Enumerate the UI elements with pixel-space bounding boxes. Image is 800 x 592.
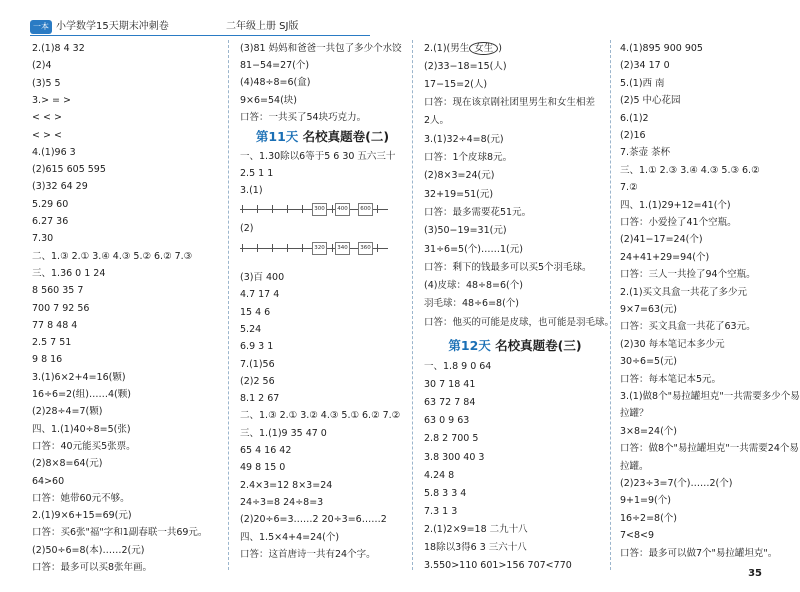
answer-line: 口答：这首唐诗一共有24个字。 xyxy=(240,548,376,560)
answer-line: 7.(1)56 xyxy=(240,358,275,370)
answer-line: (3)50−19=31(元) xyxy=(424,225,507,237)
answer-line: 羽毛球：48÷6=8(个) xyxy=(424,298,520,310)
answer-column-1 xyxy=(32,0,222,592)
answer-line: 口答：他买的可能是皮球，也可能是羽毛球。 xyxy=(424,316,615,328)
answer-line: 8.1 2 67 xyxy=(240,393,280,405)
answer-line: 2.(1)9×6+15=69(元) xyxy=(32,510,132,522)
section-day: 第11天 xyxy=(255,129,299,144)
answer-line: 口答：最多可以做7个"易拉罐坦克"。 xyxy=(620,547,778,559)
number-line-answer-box: 360 xyxy=(358,242,373,255)
answer-line: 30 7 18 41 xyxy=(424,379,476,391)
answer-line: 4.7 17 4 xyxy=(240,289,280,301)
answer-line: 8 560 35 7 xyxy=(32,285,84,297)
answer-line: (4)48÷8=6(盒) xyxy=(240,77,311,89)
answer-line: 一、1.30除以6等于5 6 30 五六三十 xyxy=(240,151,396,162)
answer-text: ) xyxy=(498,43,502,54)
number-line-tick xyxy=(257,205,258,213)
answer-line: 口答：最多可以买8张年画。 xyxy=(32,562,153,573)
answer-line: 9×6=54(块) xyxy=(240,94,298,106)
answer-line: 2.8 2 700 5 xyxy=(424,433,479,445)
answer-line: 6.(1)2 xyxy=(620,112,649,124)
answer-line: 口答：买6张"福"字和1副春联一共69元。 xyxy=(32,527,208,539)
answer-line: 2.4×3=12 8×3=24 xyxy=(240,479,333,491)
answer-line: (2)615 605 595 xyxy=(32,164,106,176)
series-title: 小学数学15天期末冲刺卷 xyxy=(56,21,169,32)
answer-line: 18除以3得6 3 三六十八 xyxy=(424,542,527,553)
answer-line: 5.8 3 3 4 xyxy=(424,487,467,499)
answer-line: 2.(1)2×9=18 二九十八 xyxy=(424,523,528,535)
answer-line: 口答：每本笔记本5元。 xyxy=(620,373,722,385)
number-line-tick xyxy=(242,205,243,213)
answer-line: 一、1.8 9 0 64 xyxy=(424,361,492,372)
answer-text: 2.(1)(男生 xyxy=(424,43,470,54)
number-line xyxy=(240,202,390,218)
answer-line: 3.(1) xyxy=(240,185,263,197)
answer-column-2 xyxy=(240,0,405,592)
answer-line: 24÷3=8 24÷8=3 xyxy=(240,496,324,508)
answer-line: 四、1.5×4+4=24(个) xyxy=(240,531,340,543)
answer-line: 四、1.(1)40÷8=5(张) xyxy=(32,423,131,435)
answer-line: 口答：现在该京剧社团里男生和女生相差 xyxy=(424,97,596,109)
number-line-answer-box: 300 xyxy=(312,203,327,216)
answer-line: < > < xyxy=(32,129,62,141)
number-line-answer-box: 600 xyxy=(358,203,373,216)
answer-line: 5.29 60 xyxy=(32,198,69,210)
answer-line: 拉罐？ xyxy=(620,408,649,420)
number-line-tick xyxy=(377,244,378,252)
answer-line: (3)32 64 29 xyxy=(32,181,88,193)
answer-line: 2人。 xyxy=(424,115,450,127)
section-title: 名校真题卷(二) xyxy=(302,129,390,144)
answer-line: 3.550>110 601>156 707<770 xyxy=(424,560,572,572)
number-line-tick xyxy=(302,244,303,252)
answer-line: 2.(1)买文具盒一共花了多少元 xyxy=(620,286,748,298)
number-line-tick xyxy=(272,244,273,252)
grade-label: 二年级上册 SJ版 xyxy=(226,21,299,32)
number-line-tick xyxy=(302,205,303,213)
answer-line: 4.24 8 xyxy=(424,469,455,481)
answer-line: 4.(1)96 3 xyxy=(32,146,76,158)
answer-line: 口答：买文具盒一共花了63元。 xyxy=(620,321,756,333)
answer-line: 口答：做8个"易拉罐坦克"一共需要24个易 xyxy=(620,443,799,455)
answer-line: 2.5 1 1 xyxy=(240,168,274,180)
answer-line: 3.(1)32÷4=8(元) xyxy=(424,133,504,145)
answer-line: 7.3 1 3 xyxy=(424,505,458,517)
answer-line: (3)百 400 xyxy=(240,272,285,283)
answer-line: 31÷6=5(个)……1(元) xyxy=(424,243,523,255)
answer-line: (2) xyxy=(240,223,254,234)
answer-line: 口答：1个皮球8元。 xyxy=(424,152,513,163)
answer-line: 6.9 3 1 xyxy=(240,341,274,353)
answer-line: 7.茶壶 茶杯 xyxy=(620,147,671,159)
answer-line: (3)81 妈妈和爸爸一共包了多少个水饺 xyxy=(240,43,402,54)
column-divider xyxy=(610,40,611,570)
number-line-answer-box: 400 xyxy=(335,203,350,216)
answer-line: 24+41+29=94(个) xyxy=(620,251,710,263)
answer-line: 2.5 7 51 xyxy=(32,337,72,349)
answer-line: 二、1.③ 2.① 3.④ 4.③ 5.② 6.② 7.③ xyxy=(32,250,193,262)
answer-line: (2)20÷6=3……2 20÷3=6……2 xyxy=(240,514,387,526)
answer-line: 三、1.(1)9 35 47 0 xyxy=(240,427,327,439)
answer-line: (2)41−17=24(个) xyxy=(620,234,703,246)
answer-line: 9 8 16 xyxy=(32,354,63,366)
answer-line: 3×8=24(个) xyxy=(620,425,678,437)
circled-answer: 女生 xyxy=(469,42,498,55)
section-title: 名校真题卷(三) xyxy=(495,338,582,353)
number-line-tick xyxy=(242,244,243,252)
answer-line: 4.(1)895 900 905 xyxy=(620,43,703,54)
answer-line: 拉罐。 xyxy=(620,460,649,472)
answer-line: 30÷6=5(元) xyxy=(620,356,678,368)
answer-line: 二、1.③ 2.① 3.② 4.③ 5.① 6.② 7.② xyxy=(240,410,401,422)
answer-line: 7.30 xyxy=(32,233,54,245)
answer-line: (2)2 56 xyxy=(240,375,275,387)
answer-line: 9+1=9(个) xyxy=(620,495,671,507)
answer-line: 5.(1)西 南 xyxy=(620,77,665,89)
answer-line: 口答：小爱捡了41个空瓶。 xyxy=(620,217,737,228)
answer-line: 口答：三人一共捡了94个空瓶。 xyxy=(620,269,756,281)
answer-line: 7<8<9 xyxy=(620,530,655,542)
answer-line: 15 4 6 xyxy=(240,306,271,318)
answer-line: 三、1.36 0 1 24 xyxy=(32,267,106,279)
answer-line: (2)16 xyxy=(620,130,646,141)
section-heading xyxy=(424,338,606,354)
answer-line: 2.(1)8 4 32 xyxy=(32,43,85,54)
answer-line: 49 8 15 0 xyxy=(240,462,286,474)
answer-line: 6.27 36 xyxy=(32,216,69,227)
number-line-tick xyxy=(332,244,333,252)
answer-line: 77 8 48 4 xyxy=(32,319,78,331)
answer-line: 7.② xyxy=(620,182,638,194)
answer-line: (2)34 17 0 xyxy=(620,60,670,72)
answer-line: 64>60 xyxy=(32,475,65,487)
answer-line: 32+19=51(元) xyxy=(424,188,494,200)
answer-line: 65 4 16 42 xyxy=(240,445,292,456)
section-heading xyxy=(240,129,405,145)
series-logo-badge: 一本 xyxy=(30,20,52,34)
answer-line: 16÷2=8(个) xyxy=(620,512,678,524)
number-line-tick xyxy=(287,205,288,213)
section-day: 第12天 xyxy=(448,338,491,353)
answer-line: (2)50÷6=8(本)……2(元) xyxy=(32,544,145,556)
number-line-tick xyxy=(257,244,258,252)
answer-line: 63 0 9 63 xyxy=(424,415,470,427)
column-divider xyxy=(412,40,413,570)
answer-line: 5.24 xyxy=(240,323,262,335)
answer-line: (2)30 每本笔记本多少元 xyxy=(620,338,725,350)
column-divider xyxy=(228,40,229,570)
answer-column-4 xyxy=(620,0,800,592)
answer-line xyxy=(424,42,502,55)
number-line-tick xyxy=(377,205,378,213)
answer-line: (3)5 5 xyxy=(32,77,61,89)
answer-line: 700 7 92 56 xyxy=(32,302,90,314)
answer-line: 9×7=63(元) xyxy=(620,304,678,315)
answer-line: 口答：剩下的钱最多可以买5个羽毛球。 xyxy=(424,261,592,273)
answer-line: 四、1.(1)29+12=41(个) xyxy=(620,199,731,211)
number-line-tick xyxy=(272,205,273,213)
number-line xyxy=(240,241,390,257)
answer-line: 口答：40元能买5张票。 xyxy=(32,440,136,452)
number-line-tick xyxy=(332,205,333,213)
answer-line: (2)23÷3=7(个)……2(个) xyxy=(620,478,733,489)
answer-column-3 xyxy=(424,0,615,592)
answer-line: (2)4 xyxy=(32,60,52,72)
number-line-tick xyxy=(287,244,288,252)
answer-line: (2)8×3=24(元) xyxy=(424,170,495,182)
number-line-answer-box: 320 xyxy=(312,242,327,255)
answer-line: (2)33−18=15(人) xyxy=(424,60,507,72)
answer-line: 17−15=2(人) xyxy=(424,78,488,90)
answer-line: 3.8 300 40 3 xyxy=(424,451,485,463)
answer-line: 3.(1)6×2+4=16(颗) xyxy=(32,371,126,383)
answer-line: 3.> = > xyxy=(32,94,71,106)
answer-line: 3.(1)做8个"易拉罐坦克"一共需要多少个易 xyxy=(620,391,800,402)
page-number: 35 xyxy=(748,568,762,579)
answer-line: 口答：最多需要花51元。 xyxy=(424,206,532,218)
answer-line: (4)皮球：48÷8=6(个) xyxy=(424,280,523,292)
number-line-answer-box: 340 xyxy=(335,242,350,255)
answer-line: 16÷6=2(组)……4(颗) xyxy=(32,389,131,400)
answer-line: (2)5 中心花园 xyxy=(620,95,681,107)
answer-line: 81−54=27(个) xyxy=(240,60,310,72)
answer-line: 三、1.① 2.③ 3.④ 4.③ 5.③ 6.② xyxy=(620,164,760,176)
answer-line: < < > xyxy=(32,112,62,124)
answer-line: (2)28÷4=7(颗) xyxy=(32,406,103,418)
answer-line: (2)8×8=64(元) xyxy=(32,458,103,470)
answer-line: 口答：她带60元不够。 xyxy=(32,492,130,504)
answer-line: 63 72 7 84 xyxy=(424,397,476,409)
answer-line: 口答：一共买了54块巧克力。 xyxy=(240,111,367,123)
